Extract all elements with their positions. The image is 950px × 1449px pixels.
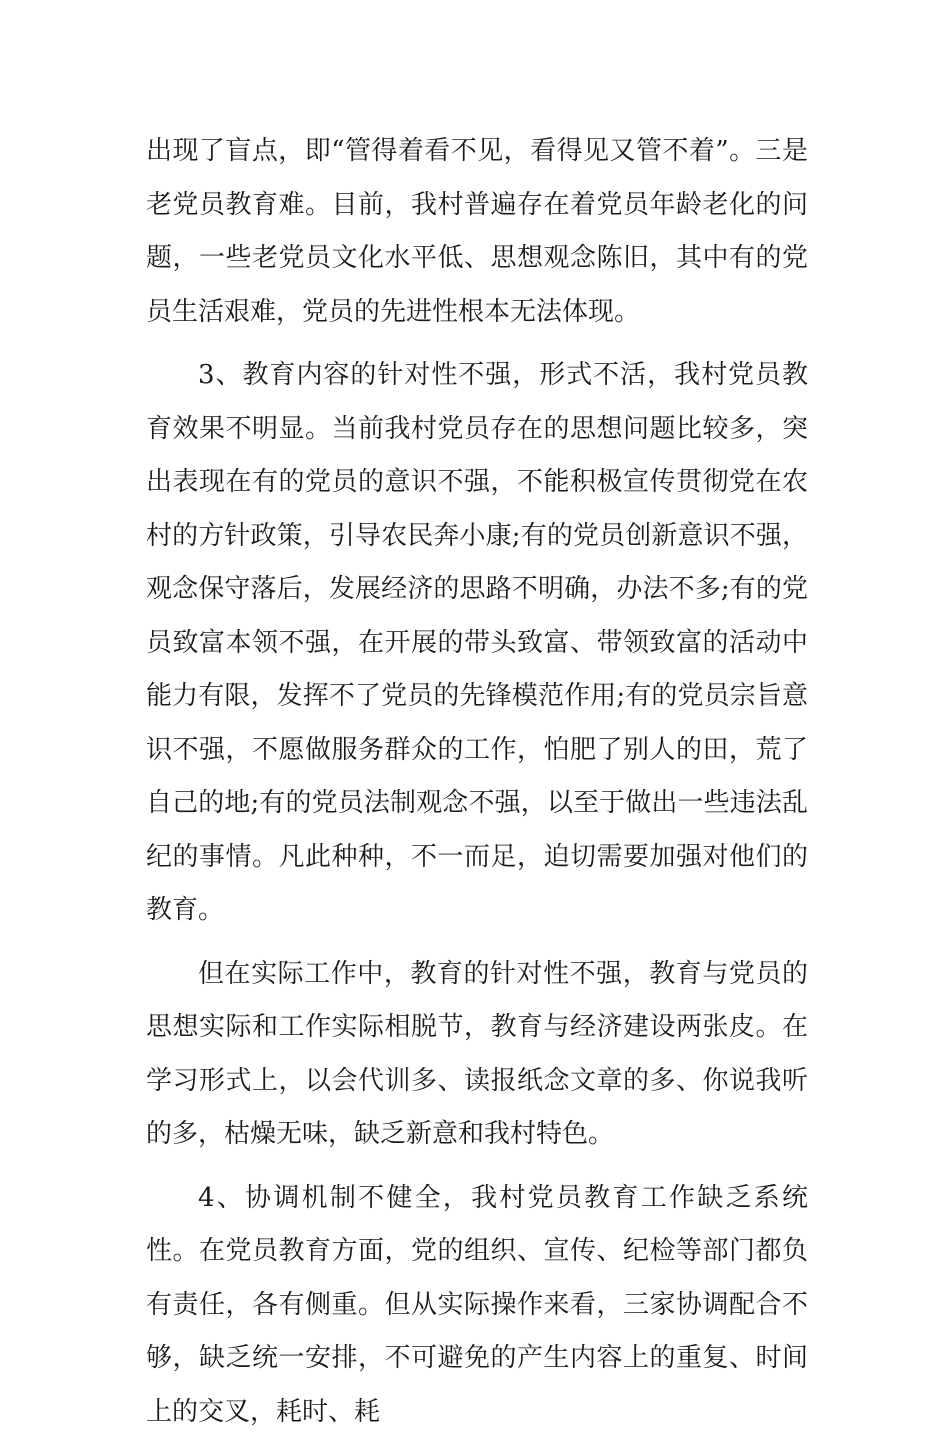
paragraph-practical-work: 但在实际工作中，教育的针对性不强，教育与党员的思想实际和工作实际相脱节，教育与经济建设两张皮。在学习形式上，以会代训多、读报纸念文章的多、你说我听的多，枯燥无味，缺乏新意和我村特色。 bbox=[146, 958, 808, 1149]
paragraph-section-3: 3、教育内容的针对性不强，形式不活，我村党员教育效果不明显。当前我村党员存在的思想问题比较多，突出表现在有的党员的意识不强，不能积极宣传贯彻党在农村的方针政策，引导农民奔小康;有的党员创新意识不强，观念保守落后，发展经济的思路不明确，办法不多;有的党员致富本领不强，在开展的带头致富、带领致富的活动中能力有限，发挥不了党员的先锋模范作用;有的党员宗旨意识不强，不愿做服务群众的工作，怕肥了别人的田，荒了自己的地;有的党员法制观念不强，以至于做出一些违法乱纪的事情。凡此种种，不一而足，迫切需要加强对他们的教育。 bbox=[146, 360, 808, 925]
paragraph-continuation: 出现了盲点，即“管得着看不见，看得见又管不着”。三是老党员教育难。目前，我村普遍存在着党员年龄老化的问题，一些老党员文化水平低、思想观念陈旧，其中有的党员生活艰难，党员的先进性根本无法体现。 bbox=[146, 136, 808, 327]
document-body bbox=[146, 125, 808, 1449]
paragraph-section-4: 4、协调机制不健全，我村党员教育工作缺乏系统性。在党员教育方面，党的组织、宣传、纪检等部门都负有责任，各有侧重。但从实际操作来看，三家协调配合不够，缺乏统一安排，不可避免的产生内容上的重复、时间上的交叉，耗时、耗 bbox=[146, 1182, 808, 1427]
